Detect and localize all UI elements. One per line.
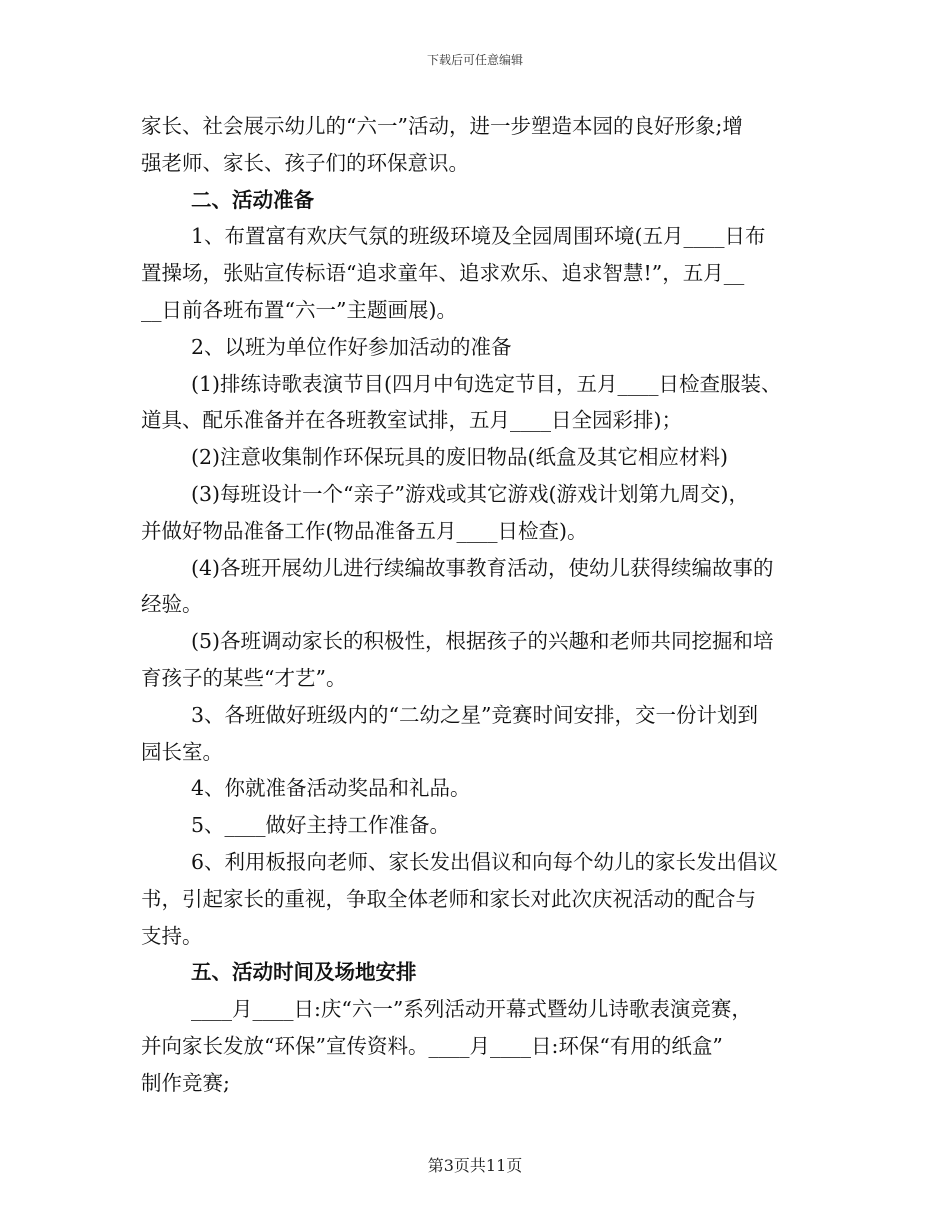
body-line: 6、利用板报向老师、家长发出倡议和向每个幼儿的家长发出倡议 — [191, 849, 779, 874]
body-line: __日前各班布置“六一”主题画展)。 — [141, 297, 457, 322]
body-line: 4、你就准备活动奖品和礼品。 — [191, 776, 471, 801]
body-line: 支持。 — [141, 923, 203, 948]
body-line: 道具、配乐准备并在各班教室试排，五月____日全园彩排)； — [141, 408, 682, 433]
page-header: 下载后可任意编辑 — [426, 53, 523, 67]
section-heading: 五、活动时间及场地安排 — [191, 960, 417, 985]
body-line: (3)每班设计一个“亲子”游戏或其它游戏(游戏计划第九周交)， — [191, 481, 749, 506]
body-line: 置操场，张贴宣传标语“追求童年、追求欢乐、追求智慧!”，五月__ — [141, 261, 745, 286]
body-line: (5)各班调动家长的积极性，根据孩子的兴趣和老师共同挖掘和培 — [191, 629, 774, 654]
body-line: 5、____做好主持工作准备。 — [191, 813, 451, 838]
body-line: 园长室。 — [141, 739, 223, 764]
body-line: ____月____日:庆“六一”系列活动开幕式暨幼儿诗歌表演竞赛， — [191, 997, 752, 1022]
body-line: 2、以班为单位作好参加活动的准备 — [191, 334, 512, 359]
body-line: 经验。 — [141, 592, 203, 617]
document-body — [141, 108, 813, 1102]
body-line: 3、各班做好班级内的“二幼之星”竞赛时间安排，交一份计划到 — [191, 702, 759, 727]
body-line: (1)排练诗歌表演节目(四月中旬选定节目，五月____日检查服装、 — [191, 371, 782, 396]
body-line: 制作竞赛; — [141, 1070, 230, 1095]
section-heading: 二、活动准备 — [191, 187, 314, 212]
body-line: (4)各班开展幼儿进行续编故事教育活动，使幼儿获得续编故事的 — [191, 555, 774, 580]
body-line: 育孩子的某些“才艺”。 — [141, 665, 347, 690]
body-line: 1、布置富有欢庆气氛的班级环境及全园周围环境(五月____日布 — [191, 224, 766, 249]
body-line: 并做好物品准备工作(物品准备五月____日检查)。 — [141, 518, 588, 543]
page-footer: 第3页共11页 — [427, 1156, 523, 1175]
body-line: 家长、社会展示幼儿的“六一”活动，进一步塑造本园的良好形象;增 — [141, 114, 743, 138]
body-line: 强老师、家长、孩子们的环保意识。 — [141, 150, 469, 175]
body-line: 书，引起家长的重视，争取全体老师和家长对此次庆祝活动的配合与 — [141, 886, 756, 911]
body-line: 并向家长发放“环保”宣传资料。____月____日:环保“有用的纸盒” — [141, 1033, 723, 1058]
body-line: (2)注意收集制作环保玩具的废旧物品(纸盒及其它相应材料) — [191, 445, 729, 470]
